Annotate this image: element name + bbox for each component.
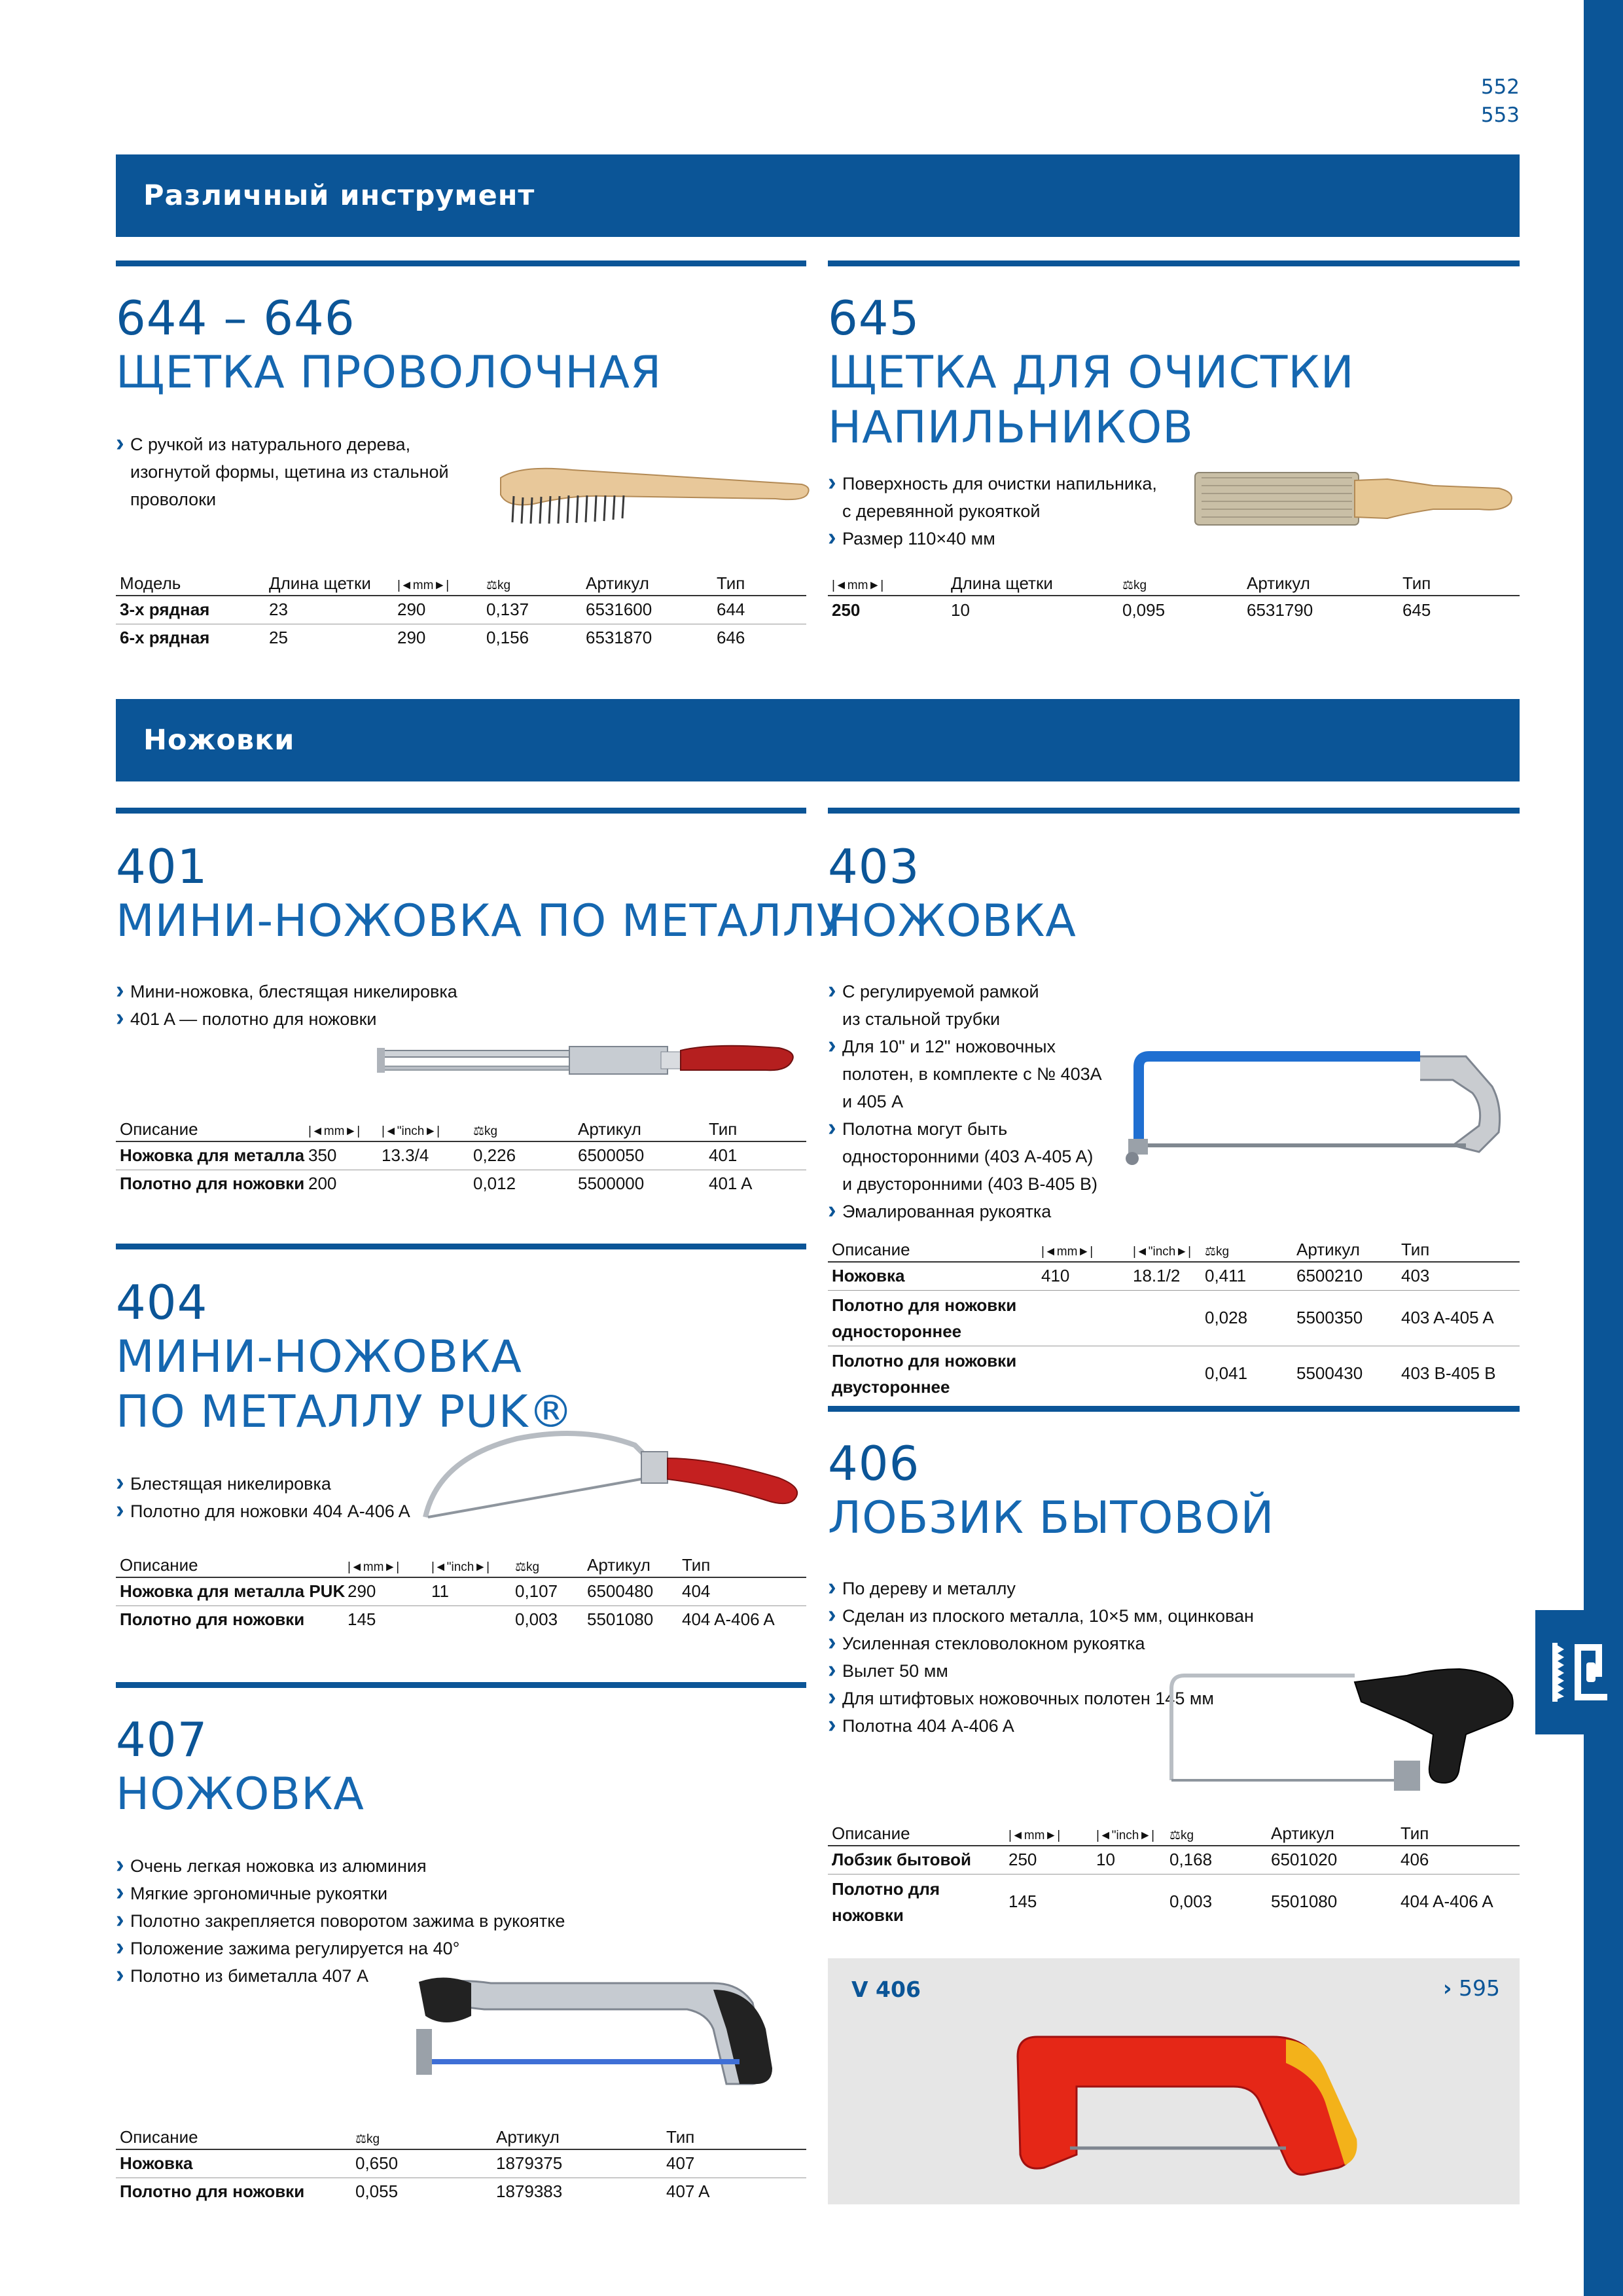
- col-header-mm: |◄mm►|: [393, 567, 482, 596]
- file-card-brush-image: [1191, 466, 1518, 531]
- section-header-saws: Ножовки: [116, 699, 1520, 781]
- feature-list-403: [828, 978, 1135, 1225]
- table-row: 250 10 0,095 6531790 645: [832, 600, 1431, 620]
- wire-brush-image: [494, 458, 815, 530]
- col-header-article: Артикул: [1243, 567, 1399, 596]
- page-numbers: [1459, 73, 1520, 130]
- v406-panel[interactable]: [828, 1958, 1520, 2204]
- table-row: 6-х рядная 25 290 0,156 6531870 646: [120, 628, 745, 648]
- feature-item: › Полотна могут быть односторонними (403 A-405 A) и двусторонними (403 B-405 B): [828, 1115, 1135, 1198]
- product-number: 644 – 646: [116, 291, 355, 346]
- divider-403: [828, 808, 1520, 814]
- product-name: НОЖОВКА: [828, 895, 1077, 947]
- scale-kg-icon: ⚖kg: [1169, 1829, 1194, 1842]
- v406-page-link[interactable]: [1443, 1975, 1500, 2001]
- col-header-weight: [469, 1113, 574, 1141]
- spec-table-645: [828, 567, 1520, 624]
- feature-item: › 401 A — полотно для ножовки: [116, 1005, 574, 1033]
- product-name: МИНИ-НОЖОВКА: [116, 1331, 522, 1383]
- product-name: ЛОБЗИК БЫТОВОЙ: [828, 1492, 1275, 1544]
- table-row: 3-х рядная 23 290 0,137 6531600 644: [116, 596, 806, 624]
- col-header-description: Описание: [116, 2121, 351, 2149]
- col-header-brush-length: Длина щетки: [947, 567, 1118, 596]
- col-header-article: Артикул: [492, 2121, 662, 2149]
- table-row: Полотно для ножовки одностороннее 0,028 5500350 403 A-405 A: [828, 1290, 1520, 1346]
- adjustable-hacksaw-image: [1113, 1047, 1518, 1172]
- feature-list-404: [116, 1470, 417, 1525]
- divider-406: [828, 1406, 1520, 1412]
- mini-hacksaw-image: [373, 1031, 798, 1090]
- col-header-weight: [511, 1549, 583, 1577]
- chevron-right-icon: ›: [1442, 1975, 1452, 2001]
- feature-item: › Для 10" и 12" ножовочных полотен, в комплекте с № 403A и 405 A: [828, 1033, 1135, 1115]
- table-row: Лобзик бытовой 250 10 0,168 6501020 406: [828, 1846, 1520, 1874]
- product-name: МИНИ-НОЖОВКА ПО МЕТАЛЛУ: [116, 895, 845, 947]
- col-header-weight: [1166, 1817, 1267, 1846]
- product-title-645: [828, 291, 1355, 456]
- feature-item: › Очень легкая ножовка из алюминия: [116, 1852, 574, 1880]
- col-header-article: Артикул: [574, 1113, 705, 1141]
- scale-kg-icon: ⚖kg: [355, 2132, 380, 2146]
- product-title-644: [116, 291, 662, 401]
- col-header-weight: [482, 567, 582, 596]
- col-header-type: Тип: [1397, 1817, 1520, 1846]
- col-header-type: Тип: [678, 1549, 806, 1577]
- section-header-misc: Различный инструмент: [116, 154, 1520, 237]
- spec-table-644: [116, 567, 806, 652]
- col-header-description: Описание: [828, 1817, 1005, 1846]
- col-header-article: Артикул: [583, 1549, 678, 1577]
- feature-item: › Мягкие эргономичные рукоятки: [116, 1880, 574, 1907]
- product-name: НАПИЛЬНИКОВ: [828, 402, 1194, 454]
- feature-item: › По дереву и металлу: [828, 1575, 1286, 1602]
- scale-kg-icon: ⚖kg: [486, 579, 511, 592]
- col-header-type: Тип: [1399, 567, 1520, 596]
- table-row: Ножовка 0,650 1879375 407: [116, 2149, 806, 2178]
- col-header-description: Описание: [116, 1113, 304, 1141]
- section-tab[interactable]: [1535, 1610, 1623, 1734]
- divider-404: [116, 1244, 806, 1249]
- col-header-mm: |◄mm►|: [1037, 1233, 1129, 1262]
- feature-item: › С регулируемой рамкой из стальной трубки: [828, 978, 1135, 1033]
- scale-kg-icon: ⚖kg: [1122, 579, 1147, 592]
- scale-kg-icon: ⚖kg: [515, 1560, 540, 1574]
- col-header-weight: [351, 2121, 492, 2149]
- divider-401: [116, 808, 806, 814]
- spec-table-406: [828, 1817, 1520, 1929]
- table-row: Полотно для ножовки 145 0,003 5501080 404 A-406 A: [120, 1609, 775, 1630]
- product-number: 407: [116, 1712, 208, 1767]
- product-title-406: [828, 1436, 1274, 1546]
- product-number: 403: [828, 839, 920, 894]
- feature-item: › Сделан из плоского металла, 10×5 мм, оцинкован: [828, 1602, 1286, 1630]
- table-row: Полотно для ножовки 145 0,003 5501080 404 A-406 A: [832, 1878, 1493, 1925]
- col-header-article: Артикул: [1293, 1233, 1397, 1262]
- feature-list-644: [116, 431, 456, 513]
- saw-category-icon: [1548, 1636, 1611, 1708]
- product-number: 406: [828, 1436, 920, 1491]
- feature-item: › Полотно для ножовки 404 A-406 A: [116, 1498, 417, 1525]
- insulated-saw-image: [998, 2024, 1364, 2194]
- product-title-403: [828, 839, 1077, 949]
- divider-644: [116, 260, 806, 266]
- puk-hacksaw-image: [412, 1419, 805, 1530]
- col-header-mm: |◄mm►|: [828, 567, 947, 596]
- product-number: 401: [116, 839, 208, 894]
- spec-table-407: [116, 2121, 806, 2206]
- product-name: ЩЕТКА ДЛЯ ОЧИСТКИ: [828, 347, 1355, 399]
- feature-item: › Эмалированная рукоятка: [828, 1198, 1135, 1225]
- feature-item: › Полотно закрепляется поворотом зажима в рукоятке: [116, 1907, 574, 1935]
- feature-item: › Для штифтовых ножовочных полотен 145 мм: [828, 1685, 1286, 1712]
- col-header-inch: |◄"inch►|: [378, 1113, 469, 1141]
- table-row: Ножовка для металла 350 13.3/4 0,226 6500050 401: [116, 1141, 806, 1170]
- col-header-brush-length: Длина щетки: [265, 567, 393, 596]
- col-header-description: Описание: [116, 1549, 344, 1577]
- col-header-inch: |◄"inch►|: [1129, 1233, 1201, 1262]
- spec-table-404: [116, 1549, 806, 1634]
- table-row: Полотно для ножовки двустороннее 0,041 5500430 403 B-405 B: [832, 1350, 1496, 1397]
- feature-item: › Полотна 404 A-406 A: [828, 1712, 1286, 1740]
- feature-list-645: [828, 470, 1194, 552]
- col-header-type: Тип: [662, 2121, 806, 2149]
- fretsaw-image: [1158, 1662, 1525, 1793]
- v406-label: V 406: [851, 1977, 921, 2002]
- product-number: 404: [116, 1275, 208, 1330]
- feature-item: › Блестящая никелировка: [116, 1470, 417, 1498]
- col-header-description: Описание: [828, 1233, 1037, 1262]
- table-row: Полотно для ножовки 0,055 1879383 407 A: [120, 2181, 710, 2202]
- col-header-weight: [1201, 1233, 1293, 1262]
- feature-list-401: [116, 978, 574, 1033]
- col-header-type: Тип: [713, 567, 806, 596]
- v406-page-ref: 595: [1459, 1975, 1500, 2001]
- product-title-404: [116, 1275, 574, 1440]
- product-name: НОЖОВКА: [116, 1768, 365, 1820]
- feature-item: › Полотно из биметалла 407 A: [116, 1962, 574, 1990]
- feature-item: › Вылет 50 мм: [828, 1657, 1286, 1685]
- side-band: [1584, 0, 1623, 2296]
- scale-kg-icon: ⚖kg: [473, 1124, 498, 1138]
- product-name: ПО МЕТАЛЛУ PUK®: [116, 1386, 574, 1438]
- feature-item: › Поверхность для очистки напильника, с деревянной рукояткой: [828, 470, 1194, 525]
- product-title-401: [116, 839, 844, 949]
- col-header-inch: |◄"inch►|: [1092, 1817, 1166, 1846]
- col-header-model: Модель: [116, 567, 265, 596]
- col-header-type: Тип: [1397, 1233, 1520, 1262]
- col-header-mm: |◄mm►|: [1005, 1817, 1092, 1846]
- spec-table-403: [828, 1233, 1520, 1401]
- aluminum-hacksaw-image: [399, 1964, 792, 2094]
- col-header-mm: |◄mm►|: [304, 1113, 378, 1141]
- feature-item: › Положение зажима регулируется на 40°: [116, 1935, 574, 1962]
- col-header-type: Тип: [705, 1113, 806, 1141]
- col-header-mm: |◄mm►|: [344, 1549, 427, 1577]
- product-name: ЩЕТКА ПРОВОЛОЧНАЯ: [116, 347, 662, 399]
- table-row: Ножовка 410 18.1/2 0,411 6500210 403: [828, 1262, 1520, 1290]
- page-number-left: 552: [1480, 75, 1520, 99]
- col-header-article: Артикул: [582, 567, 713, 596]
- feature-item: › Мини-ножовка, блестящая никелировка: [116, 978, 574, 1005]
- col-header-article: Артикул: [1267, 1817, 1397, 1846]
- table-row: Полотно для ножовки 200 0,012 5500000 401 A: [120, 1174, 753, 1194]
- table-row: Ножовка для металла PUK 290 11 0,107 6500480 404: [116, 1577, 806, 1605]
- scale-kg-icon: ⚖kg: [1205, 1245, 1230, 1259]
- col-header-inch: |◄"inch►|: [427, 1549, 511, 1577]
- col-header-weight: [1118, 567, 1243, 596]
- spec-table-401: [116, 1113, 806, 1198]
- feature-item: › Усиленная стекловолокном рукоятка: [828, 1630, 1286, 1657]
- feature-item: › Размер 110×40 мм: [828, 525, 1194, 552]
- page-number-right: 553: [1480, 103, 1520, 127]
- feature-item: › С ручкой из натурального дерева, изогнутой формы, щетина из стальной проволоки: [116, 431, 456, 513]
- divider-407: [116, 1682, 806, 1688]
- product-title-407: [116, 1712, 365, 1822]
- product-number: 645: [828, 291, 920, 346]
- divider-645: [828, 260, 1520, 266]
